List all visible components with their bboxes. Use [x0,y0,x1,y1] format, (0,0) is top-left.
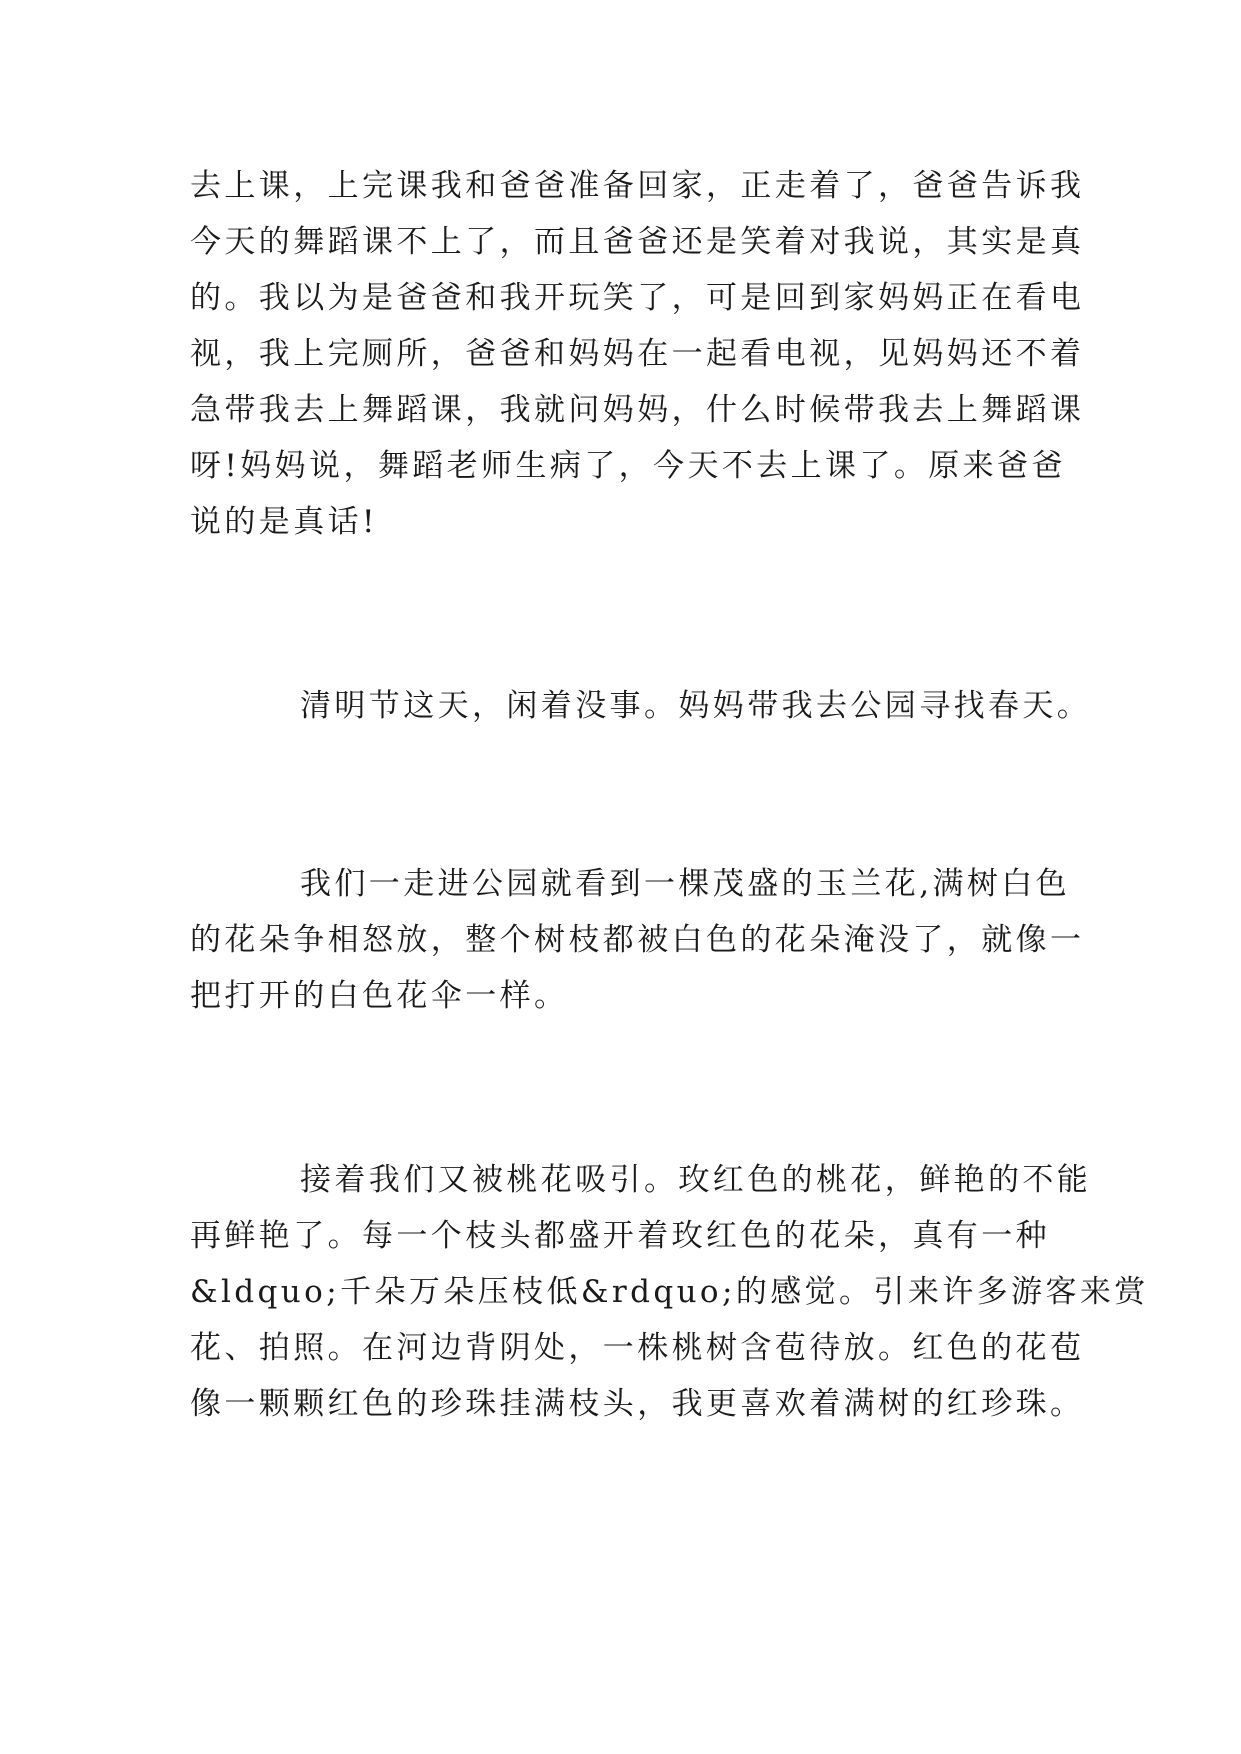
paragraph-3-line-3: 把打开的白色花伞一样。 [190,978,569,1014]
paragraph-4-line-4: 花、拍照。在河边背阴处，一株桃树含苞待放。红色的花苞 [190,1330,1085,1366]
paragraph-1-line-2: 今天的舞蹈课不上了，而且爸爸还是笑着对我说，其实是真 [190,224,1085,260]
paragraph-4-line-5: 像一颗颗红色的珍珠挂满枝头，我更喜欢着满树的红珍珠。 [190,1386,1085,1422]
paragraph-1-line-4: 视，我上完厕所，爸爸和妈妈在一起看电视，见妈妈还不着 [190,336,1085,372]
paragraph-4-line-2: 再鲜艳了。每一个枝头都盛开着玫红色的花朵，真有一种 [190,1218,1050,1254]
paragraph-2-line-1: 清明节这天，闲着没事。妈妈带我去公园寻找春天。 [300,688,1092,724]
paragraph-1-line-6: 呀!妈妈说，舞蹈老师生病了，今天不去上课了。原来爸爸 [190,448,1066,484]
paragraph-3-line-1: 我们一走进公园就看到一棵茂盛的玉兰花,满树白色 [300,866,1071,902]
paragraph-1-line-1: 去上课，上完课我和爸爸准备回家，正走着了，爸爸告诉我 [190,168,1085,204]
paragraph-1-line-3: 的。我以为是爸爸和我开玩笑了，可是回到家妈妈正在看电 [190,280,1085,316]
paragraph-4-line-1: 接着我们又被桃花吸引。玫红色的桃花，鲜艳的不能 [300,1162,1092,1198]
paragraph-4-line-3: &ldquo;千朵万朵压枝低&rdquo;的感觉。引来许多游客来赏 [190,1274,1149,1310]
paragraph-3-line-2: 的花朵争相怒放，整个树枝都被白色的花朵淹没了，就像一 [190,922,1085,958]
paragraph-1-line-7: 说的是真话! [190,504,378,540]
paragraph-1-line-5: 急带我去上舞蹈课，我就问妈妈，什么时候带我去上舞蹈课 [190,392,1085,428]
